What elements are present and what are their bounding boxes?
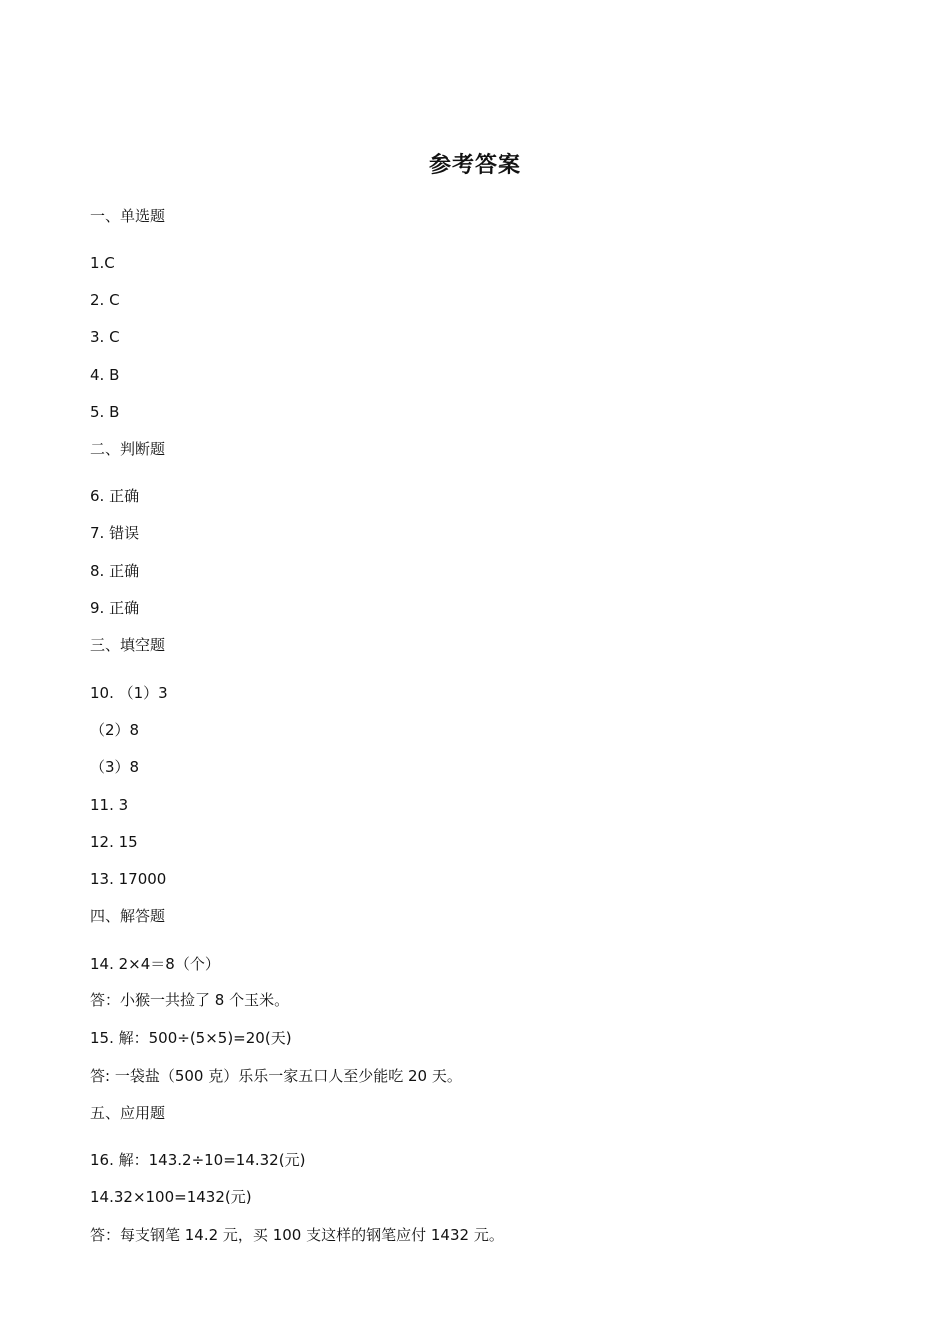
answer-14-statement: 答：小猴一共捡了 8 个玉米。 (90, 991, 290, 1009)
section-heading-true-false: 二、判断题 (90, 440, 166, 458)
answer-12: 12. 15 (90, 833, 138, 851)
answer-8: 8. 正确 (90, 562, 140, 580)
answer-10-part-3: （3）8 (90, 758, 140, 776)
answer-4: 4. B (90, 366, 120, 384)
answer-16-equation-2: 14.32×100=1432(元) (90, 1188, 252, 1206)
answer-13: 13. 17000 (90, 870, 167, 888)
section-heading-fill-blank: 三、填空题 (90, 636, 166, 654)
answer-3: 3. C (90, 328, 120, 346)
answer-14-equation: 14. 2×4＝8（个） (90, 955, 220, 973)
section-heading-application: 五、应用题 (90, 1104, 166, 1122)
answer-10-part-2: （2）8 (90, 721, 140, 739)
answer-5: 5. B (90, 403, 120, 421)
answer-10-part-1: 10. （1）3 (90, 684, 168, 702)
answer-15-statement: 答: 一袋盐（500 克）乐乐一家五口人至少能吃 20 天。 (90, 1067, 462, 1085)
section-heading-solve: 四、解答题 (90, 907, 166, 925)
answer-11: 11. 3 (90, 796, 129, 814)
answer-2: 2. C (90, 291, 120, 309)
answer-1: 1.C (90, 254, 115, 272)
section-heading-single-choice: 一、单选题 (90, 207, 166, 225)
answer-16-equation-1: 16. 解：143.2÷10=14.32(元) (90, 1151, 306, 1169)
answer-6: 6. 正确 (90, 487, 140, 505)
answer-9: 9. 正确 (90, 599, 140, 617)
page-title: 参考答案 (428, 153, 521, 178)
answer-7: 7. 错误 (90, 524, 140, 542)
answer-16-statement: 答：每支钢笔 14.2 元，买 100 支这样的钢笔应付 1432 元。 (90, 1226, 504, 1244)
answer-15-equation: 15. 解：500÷(5×5)=20(天) (90, 1029, 292, 1047)
